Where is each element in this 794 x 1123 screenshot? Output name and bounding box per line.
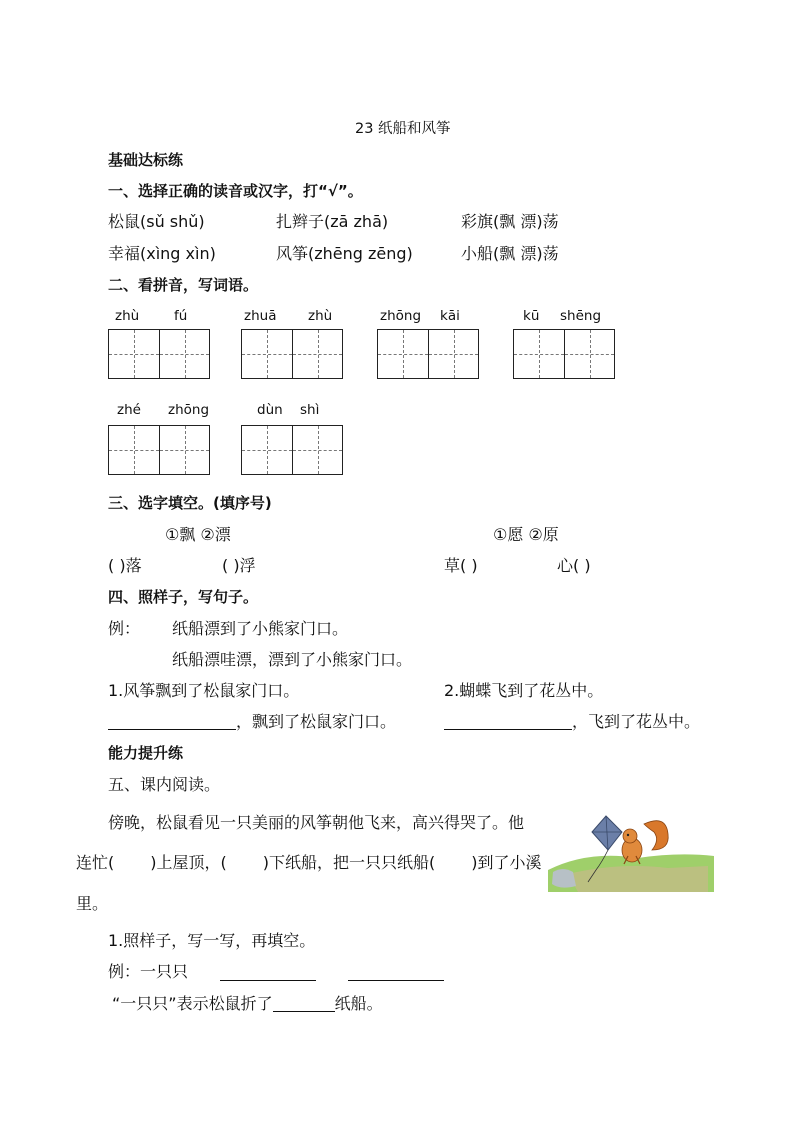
pinyin-label: dùn [257, 402, 283, 418]
passage-line: 里。 [76, 894, 109, 913]
passage-line [76, 855, 542, 871]
q1-item: 幸福(xìng xìn) [108, 244, 216, 263]
passage-text: )到了小溪 [471, 853, 542, 872]
q4-item: 1.风筝飘到了松鼠家门口。 [108, 681, 300, 700]
tianzige-grid[interactable] [108, 425, 210, 475]
answer-blank[interactable] [220, 965, 316, 981]
q2-heading: 二、看拼音，写词语。 [108, 276, 259, 294]
q5-heading: 五、课内阅读。 [108, 775, 221, 794]
section-ability: 能力提升练 [108, 744, 184, 762]
q4-answer-line[interactable] [108, 714, 396, 730]
pinyin-label: shēng [560, 308, 602, 324]
q4-item: 2.蝴蝶飞到了花丛中。 [444, 681, 604, 700]
q1-item: 扎辫子(zā zhā) [276, 212, 389, 231]
q3-options-left: ①飘 ②漂 [165, 525, 231, 544]
pinyin-label: kū [523, 308, 540, 324]
pinyin-label: zhuā [244, 308, 277, 324]
example-label: 例： [108, 619, 141, 638]
pinyin-label: kāi [440, 308, 460, 324]
q3-blank[interactable]: 草( ) [444, 556, 478, 575]
pinyin-label: zhé [117, 402, 141, 418]
tianzige-grid[interactable] [241, 425, 343, 475]
q1-item: 彩旗(飘 漂)荡 [461, 212, 559, 231]
passage-text: )下纸船，把一只只纸船( [262, 853, 436, 872]
pinyin-label: zhōng [380, 308, 422, 324]
q5-fill-line [112, 996, 383, 1012]
tianzige-grid[interactable] [377, 329, 479, 379]
answer-blank[interactable] [273, 996, 335, 1012]
pinyin-label: zhù [115, 308, 140, 324]
answer-suffix: ，飘到了松鼠家门口。 [236, 712, 397, 731]
q1-heading: 一、选择正确的读音或汉字，打“√”。 [108, 182, 363, 200]
answer-suffix: ，飞到了花丛中。 [572, 712, 701, 731]
tianzige-grid[interactable] [513, 329, 615, 379]
q3-options-right: ①愿 ②原 [493, 525, 559, 544]
page-title: 23 纸船和风筝 [355, 121, 451, 137]
tianzige-grid[interactable] [241, 329, 343, 379]
tianzige-grid[interactable] [108, 329, 210, 379]
answer-blank[interactable] [108, 714, 236, 730]
q3-heading: 三、选字填空。(填序号) [108, 494, 272, 512]
example-sentence: 纸船漂哇漂，漂到了小熊家门口。 [172, 650, 413, 669]
q3-blank[interactable]: ( )浮 [222, 556, 256, 575]
example-label: 例：一只只 [108, 962, 189, 981]
q1-item: 松鼠(sǔ shǔ) [108, 212, 205, 231]
fill-text: 纸船。 [334, 994, 383, 1013]
passage-text: 连忙( [76, 853, 115, 872]
answer-blank[interactable] [348, 965, 444, 981]
q4-answer-line[interactable] [444, 714, 700, 730]
pinyin-label: shì [300, 402, 320, 418]
passage-line: 傍晚，松鼠看见一只美丽的风筝朝他飞来，高兴得哭了。他 [108, 813, 525, 832]
pinyin-label: zhōng [168, 402, 210, 418]
q1-item: 风筝(zhēng zēng) [276, 244, 413, 263]
squirrel-kite-illustration [548, 810, 714, 892]
q5-example-line [108, 964, 188, 980]
q5-sub1: 1.照样子，写一写，再填空。 [108, 931, 316, 950]
q4-heading: 四、照样子，写句子。 [108, 588, 259, 606]
q1-item: 小船(飘 漂)荡 [461, 244, 559, 263]
fill-text: “一只只”表示松鼠折了 [112, 994, 273, 1013]
q3-blank[interactable]: ( )落 [108, 556, 142, 575]
q3-blank[interactable]: 心( ) [557, 556, 591, 575]
answer-blank[interactable] [444, 714, 572, 730]
example-sentence: 纸船漂到了小熊家门口。 [172, 619, 349, 638]
section-basic: 基础达标练 [108, 151, 184, 169]
pinyin-label: zhù [308, 308, 333, 324]
pinyin-label: fú [174, 308, 188, 324]
passage-text: )上屋顶，( [150, 853, 227, 872]
